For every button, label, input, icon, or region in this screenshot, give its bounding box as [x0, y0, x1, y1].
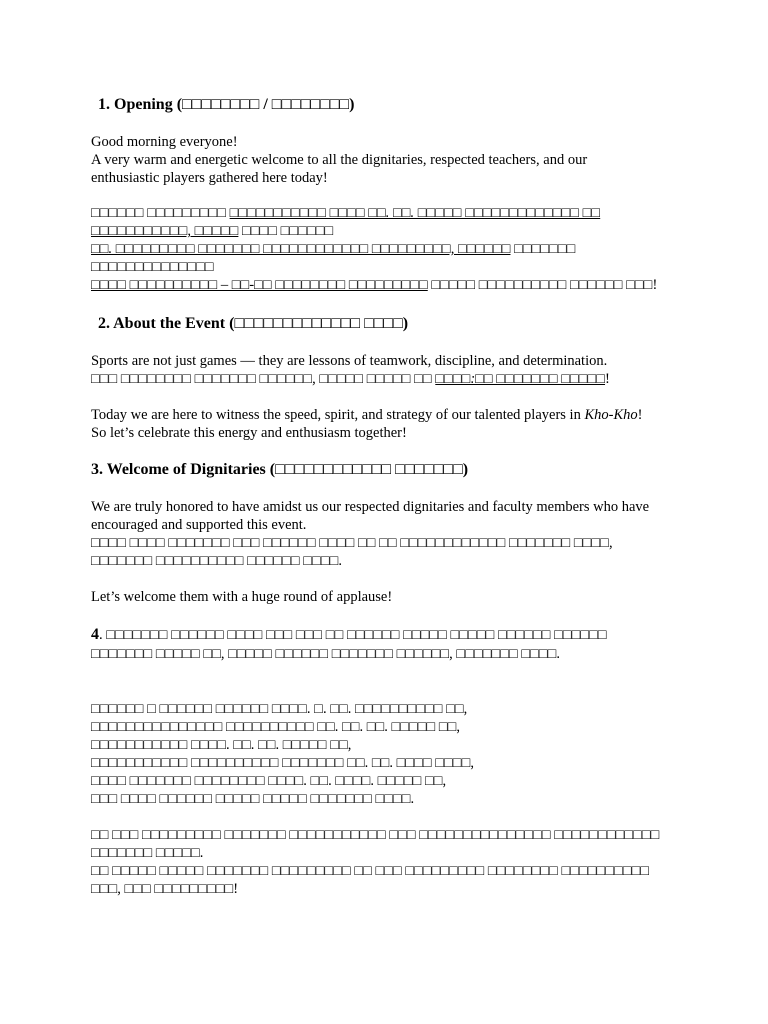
honored-text-line-1: We are truly honored to have amidst us our respected dignitaries and faculty members who have [91, 499, 650, 515]
native-welcome-line-2: □□□□□□□□□□□, □□□□□ □□□□ □□□□□□ [91, 223, 334, 239]
section-4-line-1: 4. □□□□□□□ □□□□□□ □□□□ □□□ □□□ □□ □□□□□□ □□□□□ □□□□□ □□□□□□ □□□□□□ [91, 626, 607, 643]
closing-line-4: □□□, □□□ □□□□□□□□□! [91, 881, 239, 897]
closing-line-3: □□ □□□□□ □□□□□ □□□□□□□ □□□□□□□□□ □□ □□□ □□□□□□□□□ □□□□□□□□ □□□□□□□□□□ [91, 863, 650, 879]
dignitary-name-line: □□□□ □□□□□□□ □□□□□□□□ □□□□. □□. □□□□. □□□□□ □□, [91, 773, 447, 789]
closing-line-2: □□□□□□□ □□□□□. [91, 845, 204, 861]
dignitary-name-line: □□□□□□□□□□□ □□□□□□□□□□ □□□□□□□ □□. □□. □□□□ □□□□, [91, 755, 474, 771]
heading-opening: 1. Opening (□□□□□□□□ / □□□□□□□□) [98, 96, 355, 113]
honored-text-line-2: encouraged and supported this event. [91, 517, 307, 533]
native-welcome-line-1: □□□□□□ □□□□□□□□□ □□□□□□□□□□□ □□□□ □□. □□. □□□□□ □□□□□□□□□□□□□ □□ [91, 205, 601, 221]
dignitary-name-line: □□□□□□□□□□□□□□□ □□□□□□□□□□ □□. □□. □□. □□□□□ □□, [91, 719, 461, 735]
dignitary-name-line: □□□ □□□□ □□□□□□ □□□□□ □□□□□ □□□□□□□ □□□□. [91, 791, 415, 807]
applause-text: Let’s welcome them with a huge round of applause! [91, 589, 393, 605]
greeting-text: Good morning everyone! [91, 134, 238, 150]
sports-lessons-text: Sports are not just games — they are lessons of teamwork, discipline, and determination. [91, 353, 608, 369]
heading-about-event: 2. About the Event (□□□□□□□□□□□□□ □□□□) [98, 315, 409, 332]
native-honored-line-1: □□□□ □□□□ □□□□□□□ □□□ □□□□□□ □□□□ □□ □□ □□□□□□□□□□□□ □□□□□□□ □□□□, [91, 535, 613, 551]
native-honored-line-2: □□□□□□□ □□□□□□□□□□ □□□□□□ □□□□. [91, 553, 342, 569]
witness-text: Today we are here to witness the speed, spirit, and strategy of our talented players in Kho-Kho! [91, 407, 643, 423]
section-4-line-2: □□□□□□□ □□□□□ □□, □□□□□ □□□□□□ □□□□□□□ □□□□□□, □□□□□□□ □□□□. [91, 646, 561, 662]
heading-welcome-dignitaries: 3. Welcome of Dignitaries (□□□□□□□□□□□□ □□□□□□□) [91, 461, 469, 478]
celebrate-text: So let’s celebrate this energy and enthusiasm together! [91, 425, 407, 441]
welcome-text-line-2: enthusiastic players gathered here today! [91, 170, 328, 186]
native-welcome-line-3: □□. □□□□□□□□□ □□□□□□□ □□□□□□□□□□□□ □□□□□□□□□, □□□□□□ □□□□□□□ [91, 241, 576, 257]
welcome-text-line-1: A very warm and energetic welcome to all the dignitaries, respected teachers, and our [91, 152, 588, 168]
native-sports-text: □□□ □□□□□□□□ □□□□□□□ □□□□□□, □□□□□ □□□□□ □□ □□□□:□□ □□□□□□□ □□□□□! [91, 371, 610, 387]
dignitary-name-line: □□□□□□ □ □□□□□□ □□□□□□ □□□□. □. □□. □□□□□□□□□□ □□, [91, 701, 468, 717]
closing-line-1: □□ □□□ □□□□□□□□□ □□□□□□□ □□□□□□□□□□□ □□□ □□□□□□□□□□□□□□□ □□□□□□□□□□□□ [91, 827, 660, 843]
native-welcome-line-4: □□□□□□□□□□□□□□ [91, 259, 214, 275]
dignitary-name-line: □□□□□□□□□□□ □□□□. □□. □□. □□□□□ □□, [91, 737, 352, 753]
native-welcome-line-5: □□□□ □□□□□□□□□□ – □□-□□ □□□□□□□□ □□□□□□□□□ □□□□□ □□□□□□□□□□ □□□□□□ □□□! [91, 277, 658, 293]
